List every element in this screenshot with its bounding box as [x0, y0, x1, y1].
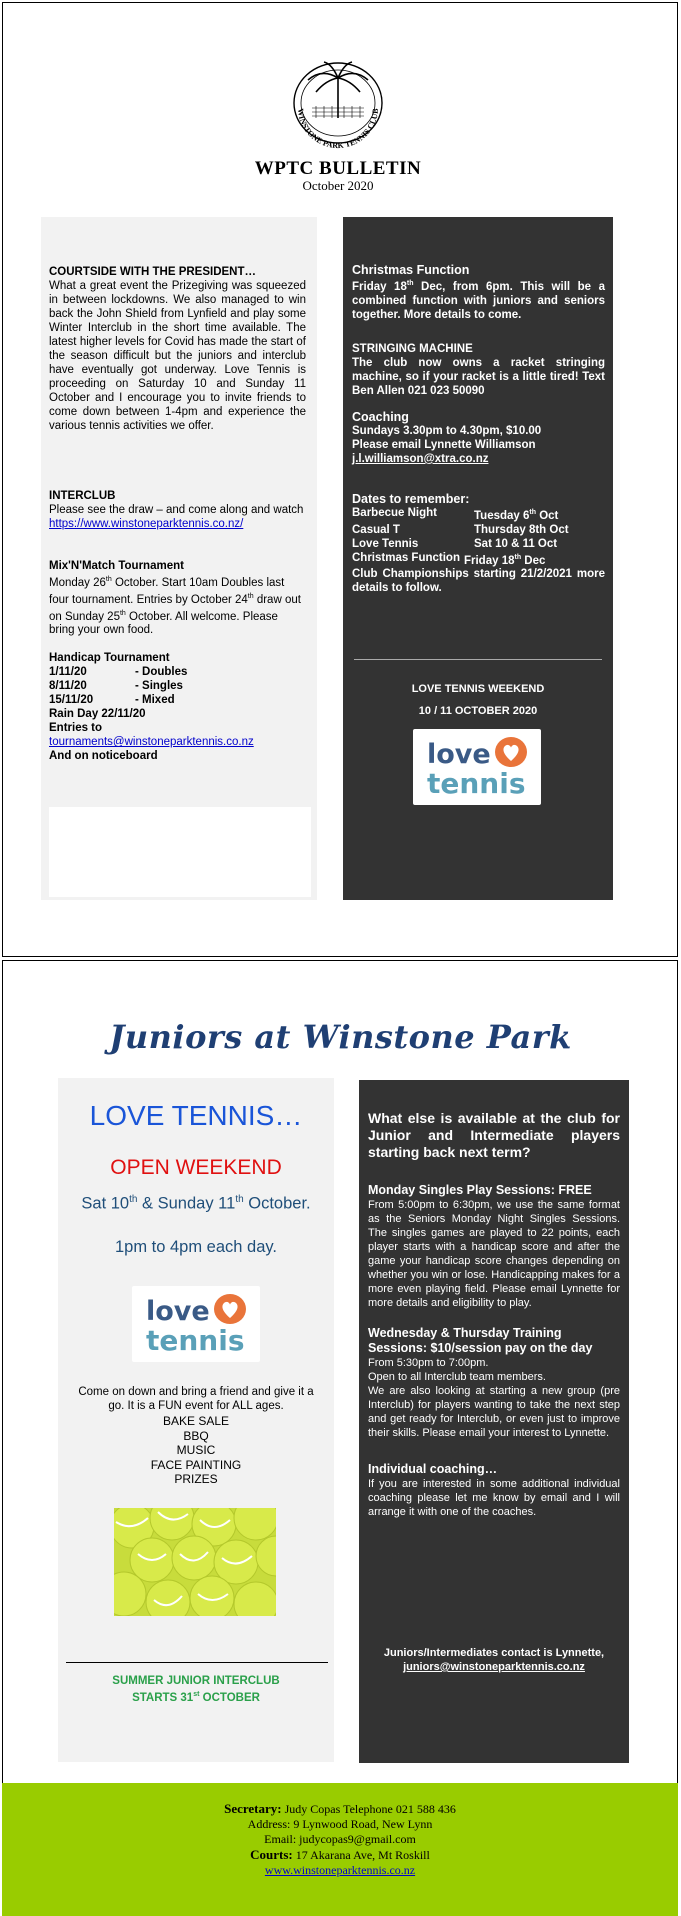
- dates-heading: Dates to remember:: [352, 491, 470, 506]
- date-row: Barbecue Night Tuesday 6th Oct: [352, 506, 559, 522]
- weekend-hours: 1pm to 4pm each day.: [114, 1238, 278, 1256]
- bulletin-date: October 2020: [302, 178, 374, 193]
- extras-item: PRIZES: [174, 1472, 218, 1487]
- coaching-heading: Coaching: [352, 409, 409, 424]
- handicap-heading: Handicap Tournament: [49, 652, 170, 665]
- summer-interclub-note: SUMMER JUNIOR INTERCLUB STARTS 31st OCTOBER: [112, 1675, 280, 1704]
- love-tennis-heading: LOVE TENNIS…: [89, 1100, 303, 1131]
- love-tennis-logo: love tennis: [132, 1286, 260, 1362]
- monday-heading: Monday Singles Play Sessions: FREE: [368, 1183, 592, 1197]
- coaching-email-link[interactable]: j.l.williamson@xtra.co.nz: [352, 452, 489, 465]
- come-down-text: Come on down and bring a friend and give it a go. It is a FUN event for ALL ages.: [78, 1386, 314, 1412]
- footer: [2, 1783, 678, 1916]
- right-column: [343, 217, 613, 900]
- monday-text: From 5:00pm to 6:30pm, we use the same format as the Seniors Monday Night Singles Sessions. The singles games are played to 22 points, each player starts with a handicap score and after the game your handicap score changes depending on whether you win or lose. Handicapping makes for a more even playing field. Please email Lynnette for more details and eligibility to play.: [368, 1199, 620, 1309]
- entries-to: Entries to: [49, 722, 103, 735]
- juniors-title: Juniors at Winstone Park: [109, 1018, 572, 1056]
- heart-icon: [495, 737, 527, 767]
- stringing-heading: STRINGING MACHINE: [352, 342, 473, 355]
- handicap-row: 15/11/20 - Mixed: [49, 694, 175, 707]
- blank-box: [49, 807, 311, 897]
- juniors-contact: Juniors/Intermediates contact is Lynnette, juniors@winstoneparktennis.co.nz: [383, 1647, 605, 1673]
- secretary-line: Secretary: Judy Copas Telephone 021 588 436: [224, 1801, 456, 1816]
- wednesday-heading: Wednesday & Thursday Training Sessions: $10/session pay on the day: [368, 1326, 593, 1355]
- club-logo: [282, 58, 394, 154]
- divider: [66, 1662, 328, 1663]
- rain-day: Rain Day 22/11/20: [49, 708, 146, 721]
- left-column: [41, 217, 317, 900]
- stringing-text: The club now owns a racket stringing machine, so if your racket is a little tired! Text Ben Allen 021 023 50090: [352, 356, 605, 397]
- juniors-email-link[interactable]: juniors@winstoneparktennis.co.nz: [403, 1661, 585, 1673]
- interclub-link[interactable]: https://www.winstoneparktennis.co.nz/: [49, 518, 244, 530]
- individual-text: If you are interested in some additional individual coaching please let me know by email and I will arrange it with one of the coaches.: [368, 1478, 620, 1518]
- handicap-list: [49, 665, 306, 707]
- coaching-text: Sundays 3.30pm to 4.30pm, $10.00: [352, 424, 542, 437]
- tournaments-email-link[interactable]: tournaments@winstoneparktennis.co.nz: [49, 736, 254, 749]
- open-weekend-heading: OPEN WEEKEND: [110, 1156, 282, 1179]
- love-tennis-weekend-title: LOVE TENNIS WEEKEND: [411, 683, 545, 695]
- coaching-email-line: Please email Lynnette Williamson: [352, 438, 536, 451]
- logo-arc-text: WINSTONE PARK TENNIS CLUB: [295, 107, 381, 151]
- date-row: Christmas Function Friday 18th Dec: [352, 551, 546, 567]
- date-row: Love Tennis Sat 10 & 11 Oct: [352, 537, 558, 550]
- tennis-balls-image: [114, 1508, 276, 1616]
- christmas-heading: Christmas Function: [352, 263, 470, 277]
- juniors-right-column: [359, 1080, 629, 1763]
- club-champs-text: Club Championships starting 21/2/2021 more details to follow.: [352, 568, 605, 595]
- interclub-text: Please see the draw – and come along and watch: [49, 504, 304, 516]
- address-line: Address: 9 Lynwood Road, New Lynn: [247, 1817, 433, 1831]
- love-tennis-logo: love tennis: [413, 729, 541, 805]
- extras-item: BBQ: [183, 1428, 209, 1443]
- interclub-heading: INTERCLUB: [49, 490, 116, 502]
- love-tennis-weekend-dates: 10 / 11 OCTOBER 2020: [418, 705, 538, 717]
- mix-heading: Mix'N'Match Tournament: [49, 560, 184, 572]
- dates-list: [352, 506, 605, 568]
- divider: [354, 659, 602, 660]
- courts-line: Courts: 17 Akarana Ave, Mt Roskill: [250, 1847, 430, 1862]
- handicap-row: 1/11/20 - Doubles: [49, 666, 188, 679]
- website-link[interactable]: www.winstoneparktennis.co.nz: [264, 1863, 416, 1877]
- wednesday-text: We are also looking at starting a new group (pre Interclub) for players wanting to take the next step and get ready for Interclub, or even just to improve their skills. Please email your interest to Lynnette.: [368, 1385, 620, 1439]
- juniors-left-column: [58, 1078, 334, 1762]
- individual-heading: Individual coaching…: [368, 1462, 498, 1476]
- bulletin-title: WPTC BULLETIN: [254, 158, 422, 179]
- extras-item: FACE PAINTING: [150, 1457, 242, 1472]
- christmas-text: Friday 18th Dec, from 6pm. This will be a combined function with juniors and seniors together. More details to come.: [352, 280, 605, 321]
- email-line: Email: judycopas9@gmail.com: [264, 1832, 416, 1846]
- extras-item: MUSIC: [176, 1443, 216, 1458]
- what-else-heading: What else is available at the club for Junior and Intermediate players starting back next term?: [368, 1110, 620, 1160]
- president-text: What a great event the Prizegiving was squeezed in between lockdowns. We also managed to win back the John Shield from Lynfield and play some Winter Interclub in the short time available. The latest higher levels for Covid has made the start of the season difficult but the juniors and interclub have eventually got underway. Love Tennis is proceeding on Saturday 10 and Sunday 11 October and I encourage you to invite friends to come down between 1-4pm and experience the various tennis activities we offer.: [49, 280, 306, 432]
- extras-item: BAKE SALE: [162, 1414, 230, 1428]
- wednesday-open: Open to all Interclub team members.: [368, 1371, 546, 1383]
- extras-list: [58, 1414, 334, 1487]
- noticeboard-text: And on noticeboard: [49, 750, 158, 763]
- heart-icon: [214, 1294, 246, 1324]
- mix-text: Monday 26th October. Start 10am Doubles last four tournament. Entries by October 24th draw out on Sunday 25th October. All welcome. Please bring your own food.: [49, 576, 301, 637]
- date-row: Casual T Thursday 8th Oct: [352, 523, 569, 536]
- handicap-row: 8/11/20 - Singles: [49, 680, 183, 693]
- weekend-dates: Sat 10th & Sunday 11th October.: [81, 1194, 311, 1213]
- president-heading: COURTSIDE WITH THE PRESIDENT…: [49, 266, 257, 278]
- wednesday-time: From 5:30pm to 7:00pm.: [368, 1357, 489, 1369]
